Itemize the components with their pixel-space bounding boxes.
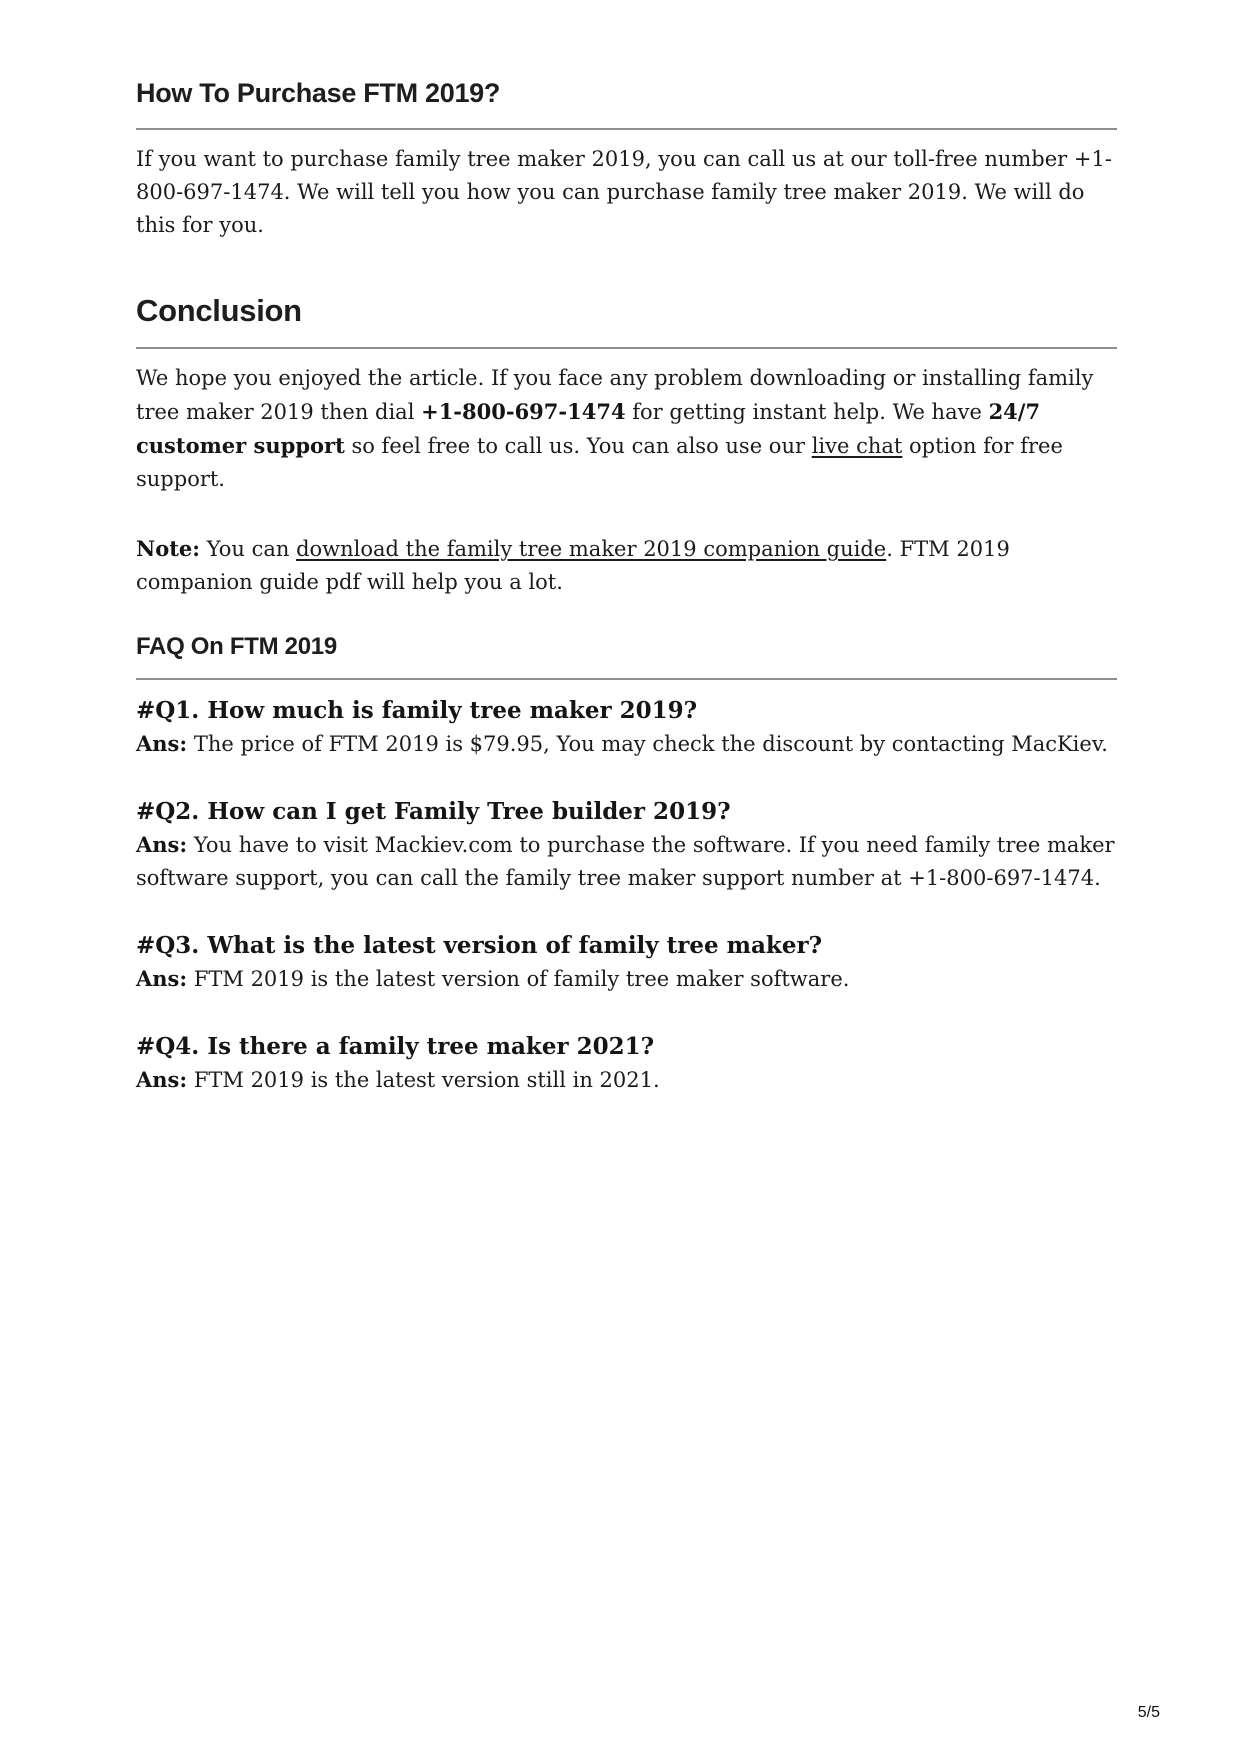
customer-support-bold-text: 24/7 customer support — [136, 399, 1041, 459]
answer-label: Ans: — [136, 1066, 188, 1092]
note-label: Note: — [136, 536, 201, 562]
purchase-paragraph: If you want to purchase family tree maker 2019, you can call us at our toll-free number +1-800-697-1474. We will tell you how you can purchase family tree maker 2019. We will do this for you. — [136, 147, 1112, 238]
faq-answer — [136, 828, 1117, 895]
faq-answer — [136, 1063, 1117, 1097]
purchase-section-heading: How To Purchase FTM 2019? — [136, 78, 501, 108]
answer-text: You have to visit Mackiev.com to purchase the software. If you need family tree maker software support, you can call the family tree maker support number at +1-800-697-1474. — [136, 832, 1115, 890]
faq-answer — [136, 962, 1117, 996]
section-divider — [136, 347, 1117, 349]
answer-label: Ans: — [136, 730, 188, 756]
conclusion-paragraph — [136, 362, 1117, 496]
faq-item-q2 — [136, 795, 1117, 895]
faq-section-heading: FAQ On FTM 2019 — [136, 633, 337, 661]
page-number-indicator: 5/5 — [1137, 1704, 1160, 1721]
answer-text: FTM 2019 is the latest version of family tree maker software. — [187, 966, 850, 991]
note-paragraph — [136, 532, 1117, 599]
faq-item-q4 — [136, 1030, 1117, 1097]
support-phone-number: +1-800-697-1474 — [421, 399, 626, 425]
faq-question: #Q1. How much is family tree maker 2019? — [136, 696, 698, 724]
faq-question: #Q3. What is the latest version of family tree maker? — [136, 931, 823, 959]
live-chat-link[interactable]: live chat — [811, 434, 903, 459]
conclusion-text-run: We hope you enjoyed the article. If you face any problem downloading or installing family tree maker 2019 then dial — [136, 366, 1094, 425]
answer-label: Ans: — [136, 831, 188, 857]
answer-label: Ans: — [136, 965, 188, 991]
conclusion-section-heading: Conclusion — [136, 293, 302, 329]
faq-question: #Q4. Is there a family tree maker 2021? — [136, 1032, 655, 1060]
faq-item-q3 — [136, 929, 1117, 996]
section-divider — [136, 678, 1117, 680]
conclusion-text-run: so feel free to call us. You can also use our — [344, 434, 812, 459]
note-text-run: You can — [200, 537, 297, 562]
faq-item-q1 — [136, 694, 1117, 761]
note-text-run: . FTM 2019 companion guide pdf will help you a lot. — [136, 537, 1010, 595]
section-divider — [136, 128, 1117, 130]
conclusion-text-run: for getting instant help. We have — [625, 400, 989, 425]
companion-guide-download-link[interactable]: download the family tree maker 2019 companion guide — [296, 537, 887, 562]
answer-text: The price of FTM 2019 is $79.95, You may check the discount by contacting MacKiev. — [187, 731, 1108, 756]
answer-text: FTM 2019 is the latest version still in 2021. — [187, 1067, 660, 1092]
conclusion-text-run: option for free support. — [136, 434, 1063, 492]
faq-answer — [136, 727, 1117, 761]
faq-question: #Q2. How can I get Family Tree builder 2019? — [136, 797, 731, 825]
